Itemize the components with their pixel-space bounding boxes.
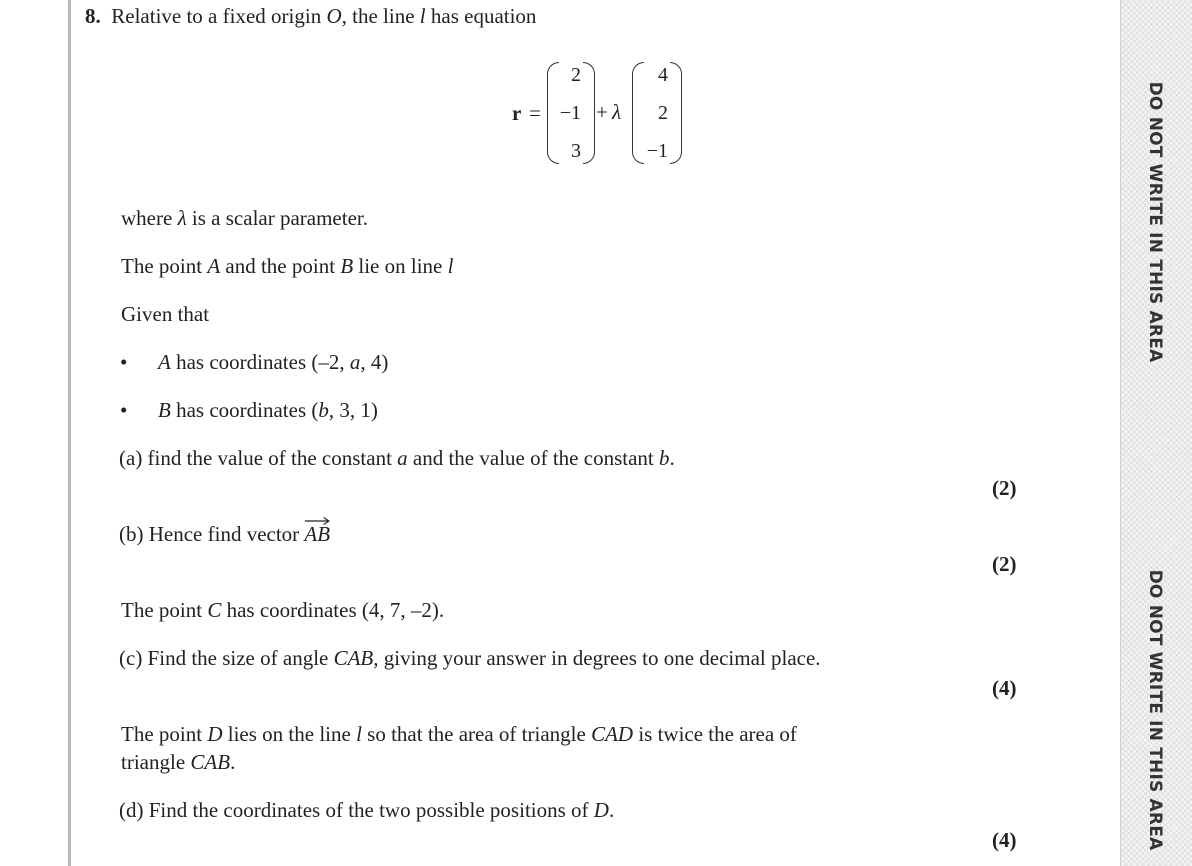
part-a-text: (a) find the value of the constant a and the value of the constant b.	[119, 446, 675, 470]
vector-ab: AB	[304, 522, 330, 547]
left-paren	[632, 62, 644, 164]
part-c-text: (c) Find the size of angle CAB, giving your answer in degrees to one decimal place.	[119, 646, 821, 670]
left-paren	[547, 62, 559, 164]
bullet-b-text: B has coordinates (b, 3, 1)	[158, 398, 378, 422]
vec2-x: 4	[658, 64, 668, 86]
part-b-marks: (2)	[992, 552, 1017, 576]
question-intro: 8. Relative to a fixed origin O, the line l has equation	[85, 4, 537, 28]
vector-arrow-icon	[304, 516, 330, 526]
part-c-marks: (4)	[992, 676, 1017, 700]
right-paren	[670, 62, 682, 164]
bullet-b: •	[120, 398, 128, 422]
point-c-text: The point C has coordinates (4, 7, –2).	[121, 598, 445, 622]
vec2-y: 2	[658, 102, 668, 124]
given-that-text: Given that	[121, 302, 210, 326]
eq-lambda: λ	[612, 100, 622, 124]
part-d-marks: (4)	[992, 828, 1017, 852]
eq-plus: +	[596, 100, 608, 124]
vec1-z: 3	[571, 140, 581, 162]
point-d-text: The point D lies on the line l so that the area of triangle CAD is twice the area of	[121, 722, 797, 746]
part-d-text: (d) Find the coordinates of the two possible positions of D.	[119, 798, 615, 822]
question-number: 8.	[85, 4, 101, 28]
margin-warning-bottom: DO NOT WRITE IN THIS AREA	[1145, 569, 1165, 851]
points-on-line-text: The point A and the point B lie on line l	[121, 254, 454, 278]
point-d-text-line2: triangle CAB.	[121, 750, 236, 774]
direction-vector	[632, 62, 682, 166]
eq-r: r	[512, 101, 522, 125]
bullet-a: •	[120, 350, 128, 374]
right-paren	[583, 62, 595, 164]
vec1-x: 2	[571, 64, 581, 86]
part-a-marks: (2)	[992, 476, 1017, 500]
left-margin-rule	[68, 0, 71, 866]
where-text: where λ is a scalar parameter.	[121, 206, 368, 230]
vec1-y: −1	[559, 102, 581, 124]
vec2-z: −1	[646, 140, 668, 162]
position-vector	[547, 62, 595, 166]
bullet-a-text: A has coordinates (–2, a, 4)	[158, 350, 389, 374]
part-b-text: (b) Hence find vector AB	[119, 522, 330, 547]
eq-equals: =	[529, 101, 541, 125]
margin-warning-top: DO NOT WRITE IN THIS AREA	[1145, 81, 1165, 363]
